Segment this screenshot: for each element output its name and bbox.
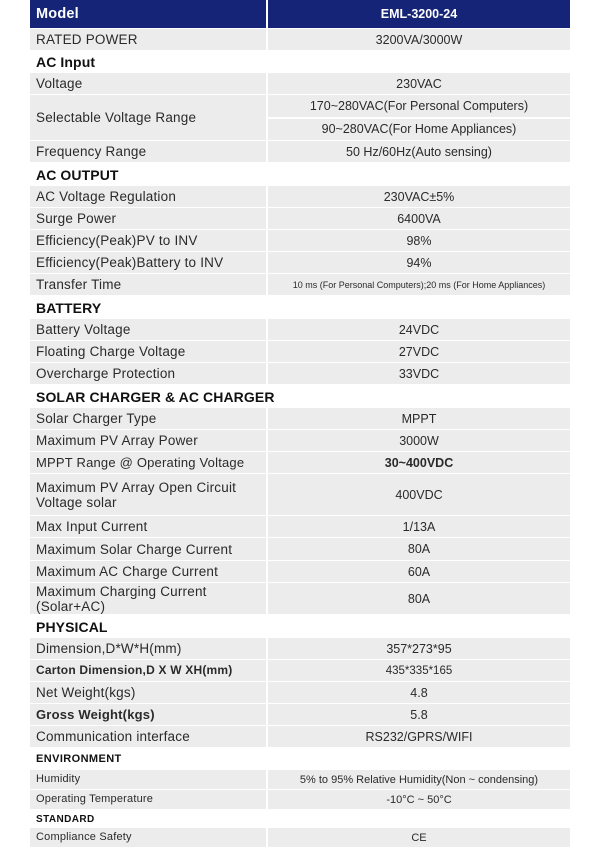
rated-power-label: RATED POWER xyxy=(36,32,138,47)
max-input-current-label: Max Input Current xyxy=(36,519,148,534)
eff-pv-value: 98% xyxy=(266,230,570,251)
comm-value: RS232/GPRS/WIFI xyxy=(266,726,570,747)
charger-type-value: MPPT xyxy=(266,408,570,429)
eff-battery-value: 94% xyxy=(266,252,570,273)
surge-row xyxy=(30,208,570,230)
spec-table xyxy=(30,0,570,848)
max-ac-current-label: Maximum AC Charge Current xyxy=(36,564,219,579)
gross-weight-row xyxy=(30,704,570,726)
eff-battery-row xyxy=(30,252,570,274)
mppt-range-value: 30~400VDC xyxy=(266,452,570,473)
transfer-row xyxy=(30,274,570,296)
section-ac-input: AC Input xyxy=(30,51,570,73)
mppt-range-row xyxy=(30,452,570,474)
max-pv-power-row xyxy=(30,430,570,452)
frequency-label: Frequency Range xyxy=(36,144,147,159)
overcharge-label: Overcharge Protection xyxy=(36,366,176,381)
section-battery: BATTERY xyxy=(30,296,570,319)
humidity-row xyxy=(30,770,570,790)
comm-label: Communication interface xyxy=(36,729,190,744)
compliance-label: Compliance Safety xyxy=(36,831,132,843)
max-solar-current-label: Maximum Solar Charge Current xyxy=(36,541,233,557)
regulation-row xyxy=(30,186,570,208)
carton-value: 435*335*165 xyxy=(266,660,570,681)
selectable-range-row xyxy=(30,95,570,141)
range-personal-computers: 170~280VAC(For Personal Computers) xyxy=(309,98,529,113)
voltage-label: Voltage xyxy=(36,76,83,91)
max-charging-label-line1: Maximum Charging Current xyxy=(36,583,207,599)
open-circuit-row xyxy=(30,474,570,516)
charger-type-label: Solar Charger Type xyxy=(36,411,157,426)
section-ac-output: AC OUTPUT xyxy=(30,163,570,186)
net-weight-row xyxy=(30,682,570,704)
section-physical: PHYSICAL xyxy=(30,615,570,638)
dimension-value: 357*273*95 xyxy=(266,638,570,659)
open-circuit-label-line2: Voltage solar xyxy=(36,494,117,510)
compliance-value: CE xyxy=(266,828,570,847)
surge-value: 6400VA xyxy=(266,208,570,229)
voltage-row xyxy=(30,73,570,95)
model-header-row xyxy=(30,0,570,29)
frequency-value: 50 Hz/60Hz(Auto sensing) xyxy=(266,141,570,162)
max-input-current-value: 1/13A xyxy=(266,516,570,537)
net-weight-label: Net Weight(kgs) xyxy=(36,685,136,700)
rated-power-value: 3200VA/3000W xyxy=(266,29,570,50)
temperature-row xyxy=(30,790,570,810)
overcharge-value: 33VDC xyxy=(266,363,570,384)
frequency-row xyxy=(30,141,570,163)
range-home-appliances: 90~280VAC(For Home Appliances) xyxy=(268,117,570,141)
voltage-value: 230VAC xyxy=(266,73,570,94)
gross-weight-label: Gross Weight(kgs) xyxy=(36,707,155,722)
transfer-label: Transfer Time xyxy=(36,277,122,292)
section-standard: STANDARD xyxy=(30,810,570,828)
max-charging-value: 80A xyxy=(266,583,570,614)
comm-row xyxy=(30,726,570,748)
floating-row xyxy=(30,341,570,363)
section-charger: SOLAR CHARGER & AC CHARGER xyxy=(30,385,570,408)
carton-row xyxy=(30,660,570,682)
gross-weight-value: 5.8 xyxy=(266,704,570,725)
overcharge-row xyxy=(30,363,570,385)
dimension-row xyxy=(30,638,570,660)
open-circuit-label-line1: Maximum PV Array Open Circuit xyxy=(36,479,237,495)
model-label: Model xyxy=(36,5,79,22)
battery-voltage-value: 24VDC xyxy=(266,319,570,340)
compliance-row xyxy=(30,828,570,848)
max-pv-power-label: Maximum PV Array Power xyxy=(36,433,198,448)
mppt-range-label: MPPT Range @ Operating Voltage xyxy=(36,455,245,470)
humidity-value: 5% to 95% Relative Humidity(Non ~ condensing) xyxy=(266,770,570,789)
transfer-value: 10 ms (For Personal Computers);20 ms (For Home Appliances) xyxy=(266,274,570,295)
max-solar-current-row xyxy=(30,538,570,561)
max-pv-power-value: 3000W xyxy=(266,430,570,451)
eff-pv-label: Efficiency(Peak)PV to INV xyxy=(36,233,198,248)
max-solar-current-value: 80A xyxy=(266,538,570,560)
dimension-label: Dimension,D*W*H(mm) xyxy=(36,641,182,656)
max-ac-current-row xyxy=(30,561,570,583)
floating-value: 27VDC xyxy=(266,341,570,362)
max-charging-row xyxy=(30,583,570,615)
section-environment: ENVIRONMENT xyxy=(30,748,570,770)
eff-pv-row xyxy=(30,230,570,252)
max-input-current-row xyxy=(30,516,570,538)
regulation-label: AC Voltage Regulation xyxy=(36,189,177,204)
carton-label: Carton Dimension,D X W XH(mm) xyxy=(36,663,233,677)
selectable-range-label: Selectable Voltage Range xyxy=(36,110,197,125)
open-circuit-label xyxy=(30,474,266,515)
floating-label: Floating Charge Voltage xyxy=(36,344,186,359)
max-ac-current-value: 60A xyxy=(266,561,570,582)
selectable-range-values xyxy=(266,95,570,140)
battery-voltage-row xyxy=(30,319,570,341)
eff-battery-label: Efficiency(Peak)Battery to INV xyxy=(36,255,224,270)
open-circuit-value: 400VDC xyxy=(266,474,570,515)
temperature-value: -10°C ~ 50°C xyxy=(266,790,570,809)
surge-label: Surge Power xyxy=(36,211,117,226)
max-charging-label xyxy=(30,583,266,614)
max-charging-label-line2: (Solar+AC) xyxy=(36,598,106,614)
rated-power-row xyxy=(30,29,570,51)
humidity-label: Humidity xyxy=(36,773,81,785)
net-weight-value: 4.8 xyxy=(266,682,570,703)
model-value: EML-3200-24 xyxy=(266,0,570,28)
regulation-value: 230VAC±5% xyxy=(266,186,570,207)
temperature-label: Operating Temperature xyxy=(36,793,154,805)
charger-type-row xyxy=(30,408,570,430)
battery-voltage-label: Battery Voltage xyxy=(36,322,131,337)
